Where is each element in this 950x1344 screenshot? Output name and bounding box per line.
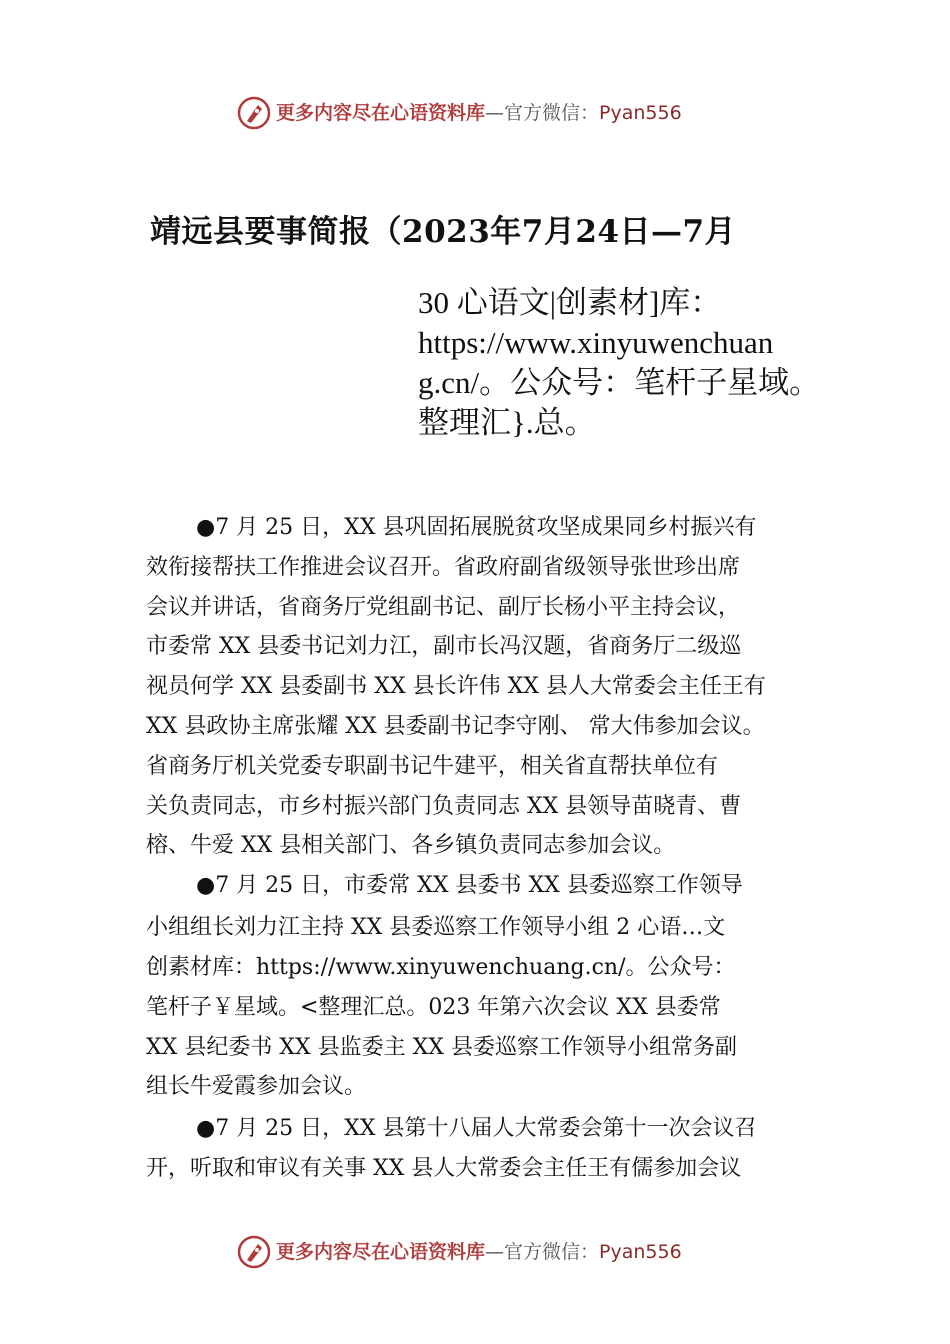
text-line: 创素材库：https://www.xinyuwenchuang.cn/。公众号： [146,954,736,980]
text-line: XX 县纪委书 XX 县监委主 XX 县委巡察工作领导小组常务副 [146,1034,737,1060]
page-title: 靖远县要事简报（2023年7月24日—7月 [150,214,737,250]
subtitle-line: https://www.xinyuwenchuan [418,325,774,360]
text-line: 省商务厅机关党委专职副书记牛建平，相关省直帮扶单位有 [146,753,719,779]
footer-banner [0,1232,950,1272]
text-line: 市委常 XX 县委书记刘力江，副市长冯汉题，省商务厅二级巡 [146,634,742,660]
text-line: ●7 月 25 日，市委常 XX 县委书 XX 县委巡察工作领导 [196,873,743,899]
subtitle-line: 30 心语文|创素材]库： [418,285,722,320]
banner-text [276,1240,682,1264]
text-line: ●7 月 25 日，XX 县巩固拓展脱贫攻坚成果同乡村振兴有 [196,515,757,540]
document-body [146,508,818,1189]
paragraph-1 [146,508,818,866]
pen-nib-logo-icon [237,96,271,130]
text-line: ●7 月 25 日，XX 县第十八届人大常委会第十一次会议召 [196,1116,757,1142]
subtitle-line: 整理汇}.总。 [418,405,596,440]
text-line: 关负责同志，市乡村振兴部门负责同志 XX 县领导苗晓青、曹 [146,793,742,819]
text-line: 笔杆子￥星域。<整理汇总。023 年第六次会议 XX 县委常 [146,994,721,1020]
pen-nib-logo-icon [237,1235,271,1269]
banner-wechat-id: Pyan556 [599,102,682,124]
text-line: 效衔接帮扶工作推进会议召开。省政府副省级领导张世珍出席 [146,554,741,580]
subtitle-line: g.cn/。公众号：笔杆子星域。 [418,365,821,400]
header-banner [0,93,950,133]
banner-main: 更多内容尽在心语资料库 [276,1241,486,1263]
text-line: 视员何学 XX 县委副书 XX 县长许伟 XX 县人大常委会主任王有 [146,674,766,700]
text-line: 开，听取和审议有关事 XX 县人大常委会主任王有儒参加会议 [146,1156,742,1182]
text-line: 会议并讲话，省商务厅党组副书记、副厅长杨小平主持会议， [146,594,741,620]
text-line: XX 县政协主席张耀 XX 县委副书记李守刚、 常大伟参加会议。 [146,713,765,739]
banner-wechat-id: Pyan556 [599,1241,682,1263]
text-line: 榕、牛爱 XX 县相关部门、各乡镇负责同志参加会议。 [146,833,676,859]
banner-text [276,101,682,125]
paragraph-3 [146,1109,818,1189]
paragraph-2 [146,866,818,1107]
text-line: 组长牛爱霞参加会议。 [146,1074,367,1100]
banner-main: 更多内容尽在心语资料库 [276,102,486,124]
subtitle-block [418,283,888,443]
banner-dash: —官方微信： [485,102,600,124]
text-line: 小组组长刘力江主持 XX 县委巡察工作领导小组 2 心语…文 [146,914,726,940]
banner-dash: —官方微信： [485,1241,600,1263]
